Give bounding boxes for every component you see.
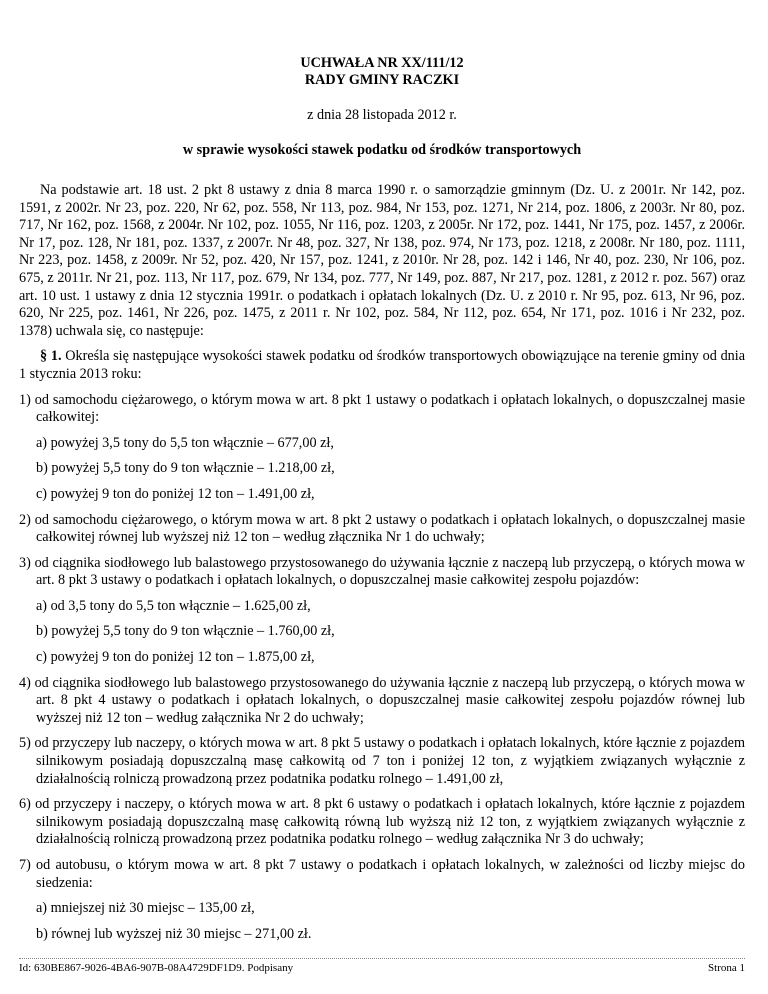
- sub-item: c) powyżej 9 ton do poniżej 12 ton – 1.491,00 zł,: [36, 485, 315, 502]
- sub-item: b) powyżej 5,5 tony do 9 ton włącznie – 1.760,00 zł,: [36, 623, 335, 640]
- resolution-number: UCHWAŁA NR XX/111/12: [300, 55, 464, 71]
- list-item: 2) od samochodu ciężarowego, o którym mowa w art. 8 pkt 2 ustawy o podatkach i opłatach lokalnych, o dopuszczalnej masie całkowitej równej lub wyższej niż 12 ton – według złącznika Nr 1 do uchwały;: [19, 511, 745, 546]
- section-1: [19, 348, 745, 383]
- resolution-date: z dnia 28 listopada 2012 r.: [307, 107, 457, 123]
- resolution-subject: w sprawie wysokości stawek podatku od środków transportowych: [182, 142, 582, 158]
- sub-item: b) równej lub wyższej niż 30 miejsc – 271,00 zł.: [36, 925, 312, 942]
- list-item: 5) od przyczepy lub naczepy, o których mowa w art. 8 pkt 5 ustawy o podatkach i opłatach lokalnych, które łącznie z pojazdem silnikowym posiadają dopuszczalną masę całkowitą od 7 ton i poniżej 12 ton, z wyjątkiem związanych wyłącznie z działalnością rolniczą prowadzoną przez podatnika podatku rolnego – 1.491,00 zł,: [19, 735, 745, 787]
- document-body: [19, 0, 745, 943]
- sub-item: b) powyżej 5,5 tony do 9 ton włącznie – 1.218,00 zł,: [36, 460, 335, 477]
- list-item: 1) od samochodu ciężarowego, o którym mowa w art. 8 pkt 1 ustawy o podatkach i opłatach lokalnych, o dopuszczalnej masie całkowitej:: [19, 391, 745, 426]
- footer-divider: [19, 958, 745, 959]
- list-item: 6) od przyczepy i naczepy, o których mowa w art. 8 pkt 6 ustawy o podatkach i opłatach lokalnych, które łącznie z pojazdem silnikowym posiadają dopuszczalną masę całkowitą równą lub wyższą niż 12 ton, z wyjątkiem związanych wyłącznie z działalnością rolniczą prowadzoną przez podatnika podatku rolnego – według załącznika Nr 3 do uchwały;: [19, 796, 745, 848]
- sub-item: c) powyżej 9 ton do poniżej 12 ton – 1.875,00 zł,: [36, 649, 315, 666]
- preamble: Na podstawie art. 18 ust. 2 pkt 8 ustawy z dnia 8 marca 1990 r. o samorządzie gminnym (Dz. U. z 2001r. Nr 142, poz. 1591, z 2002r. Nr 23, poz. 220, Nr 62, poz. 558, Nr 113, poz. 984, Nr 153, poz. 1271, Nr 214, poz. 1806, z 2003r. Nr 80, poz. 717, Nr 162, poz. 1568, z 2004r. Nr 102, poz. 1055, Nr 116, poz. 1203, z 2005r. Nr 172, poz. 1441, Nr 175, poz. 1457, z 2006r. Nr 17, poz. 128, Nr 181, poz. 1337, z 2007r. Nr 48, poz. 327, Nr 138, poz. 974, Nr 173, poz. 1218, z 2008r. Nr 180, poz. 1111, Nr 223, poz. 1458, z 2009r. Nr 52, poz. 420, Nr 157, poz. 1241, z 2010r. Nr 28, poz. 142 i 146, Nr 40, poz. 230, Nr 106, poz. 675, z 2011r. Nr 21, poz. 113, Nr 117, poz. 679, Nr 134, poz. 777, Nr 149, poz. 887, Nr 217, poz. 1281, z 2012 r. poz. 567) oraz art. 10 ust. 1 ustawy z dnia 12 stycznia 1991r. o podatkach i opłatach lokalnych (Dz. U. z 2010 r. Nr 95, poz. 613, Nr 96, poz. 620, Nr 225, poz. 1461, Nr 226, poz. 1475, z 2011 r. Nr 102, poz. 584, Nr 112, poz. 654, Nr 171, poz. 1016 i Nr 232, poz. 1378) uchwala się, co następuje:: [19, 182, 745, 339]
- list-item: 7) od autobusu, o którym mowa w art. 8 pkt 7 ustawy o podatkach i opłatach lokalnych, w zależności od liczby miejsc do siedzenia:: [19, 857, 745, 891]
- sub-item: a) mniejszej niż 30 miejsc – 135,00 zł,: [36, 900, 255, 917]
- page-number: Strona 1: [708, 962, 745, 974]
- section-mark: § 1.: [40, 348, 62, 365]
- list-item: 3) od ciągnika siodłowego lub balastowego przystosowanego do używania łącznie z naczepą lub przyczepą, o których mowa w art. 8 pkt 3 ustawy o podatkach i opłatach lokalnych, o dopuszczalnej masie całkowitej zespołu pojazdów:: [19, 554, 745, 589]
- list-item: 4) od ciągnika siodłowego lub balastowego przystosowanego do używania łącznie z naczepą lub przyczepą, o których mowa w art. 8 pkt 4 ustawy o podatkach i opłatach lokalnych, o dopuszczalnej masie całkowitej zespołu pojazdów równej lub wyższej niż 12 ton – według załącznika Nr 2 do uchwały;: [19, 674, 745, 726]
- sub-item: a) powyżej 3,5 tony do 5,5 ton włącznie – 677,00 zł,: [36, 434, 334, 451]
- council-name: RADY GMINY RACZKI: [304, 72, 460, 88]
- sub-item: a) od 3,5 tony do 5,5 ton włącznie – 1.625,00 zł,: [36, 597, 311, 614]
- section-1-text: Określa się następujące wysokości stawek podatku od środków transportowych obowiązujące na terenie gminy od dnia 1 stycznia 2013 roku:: [19, 348, 746, 382]
- document-id: Id: 630BE867-9026-4BA6-907B-08A4729DF1D9. Podpisany: [19, 962, 294, 974]
